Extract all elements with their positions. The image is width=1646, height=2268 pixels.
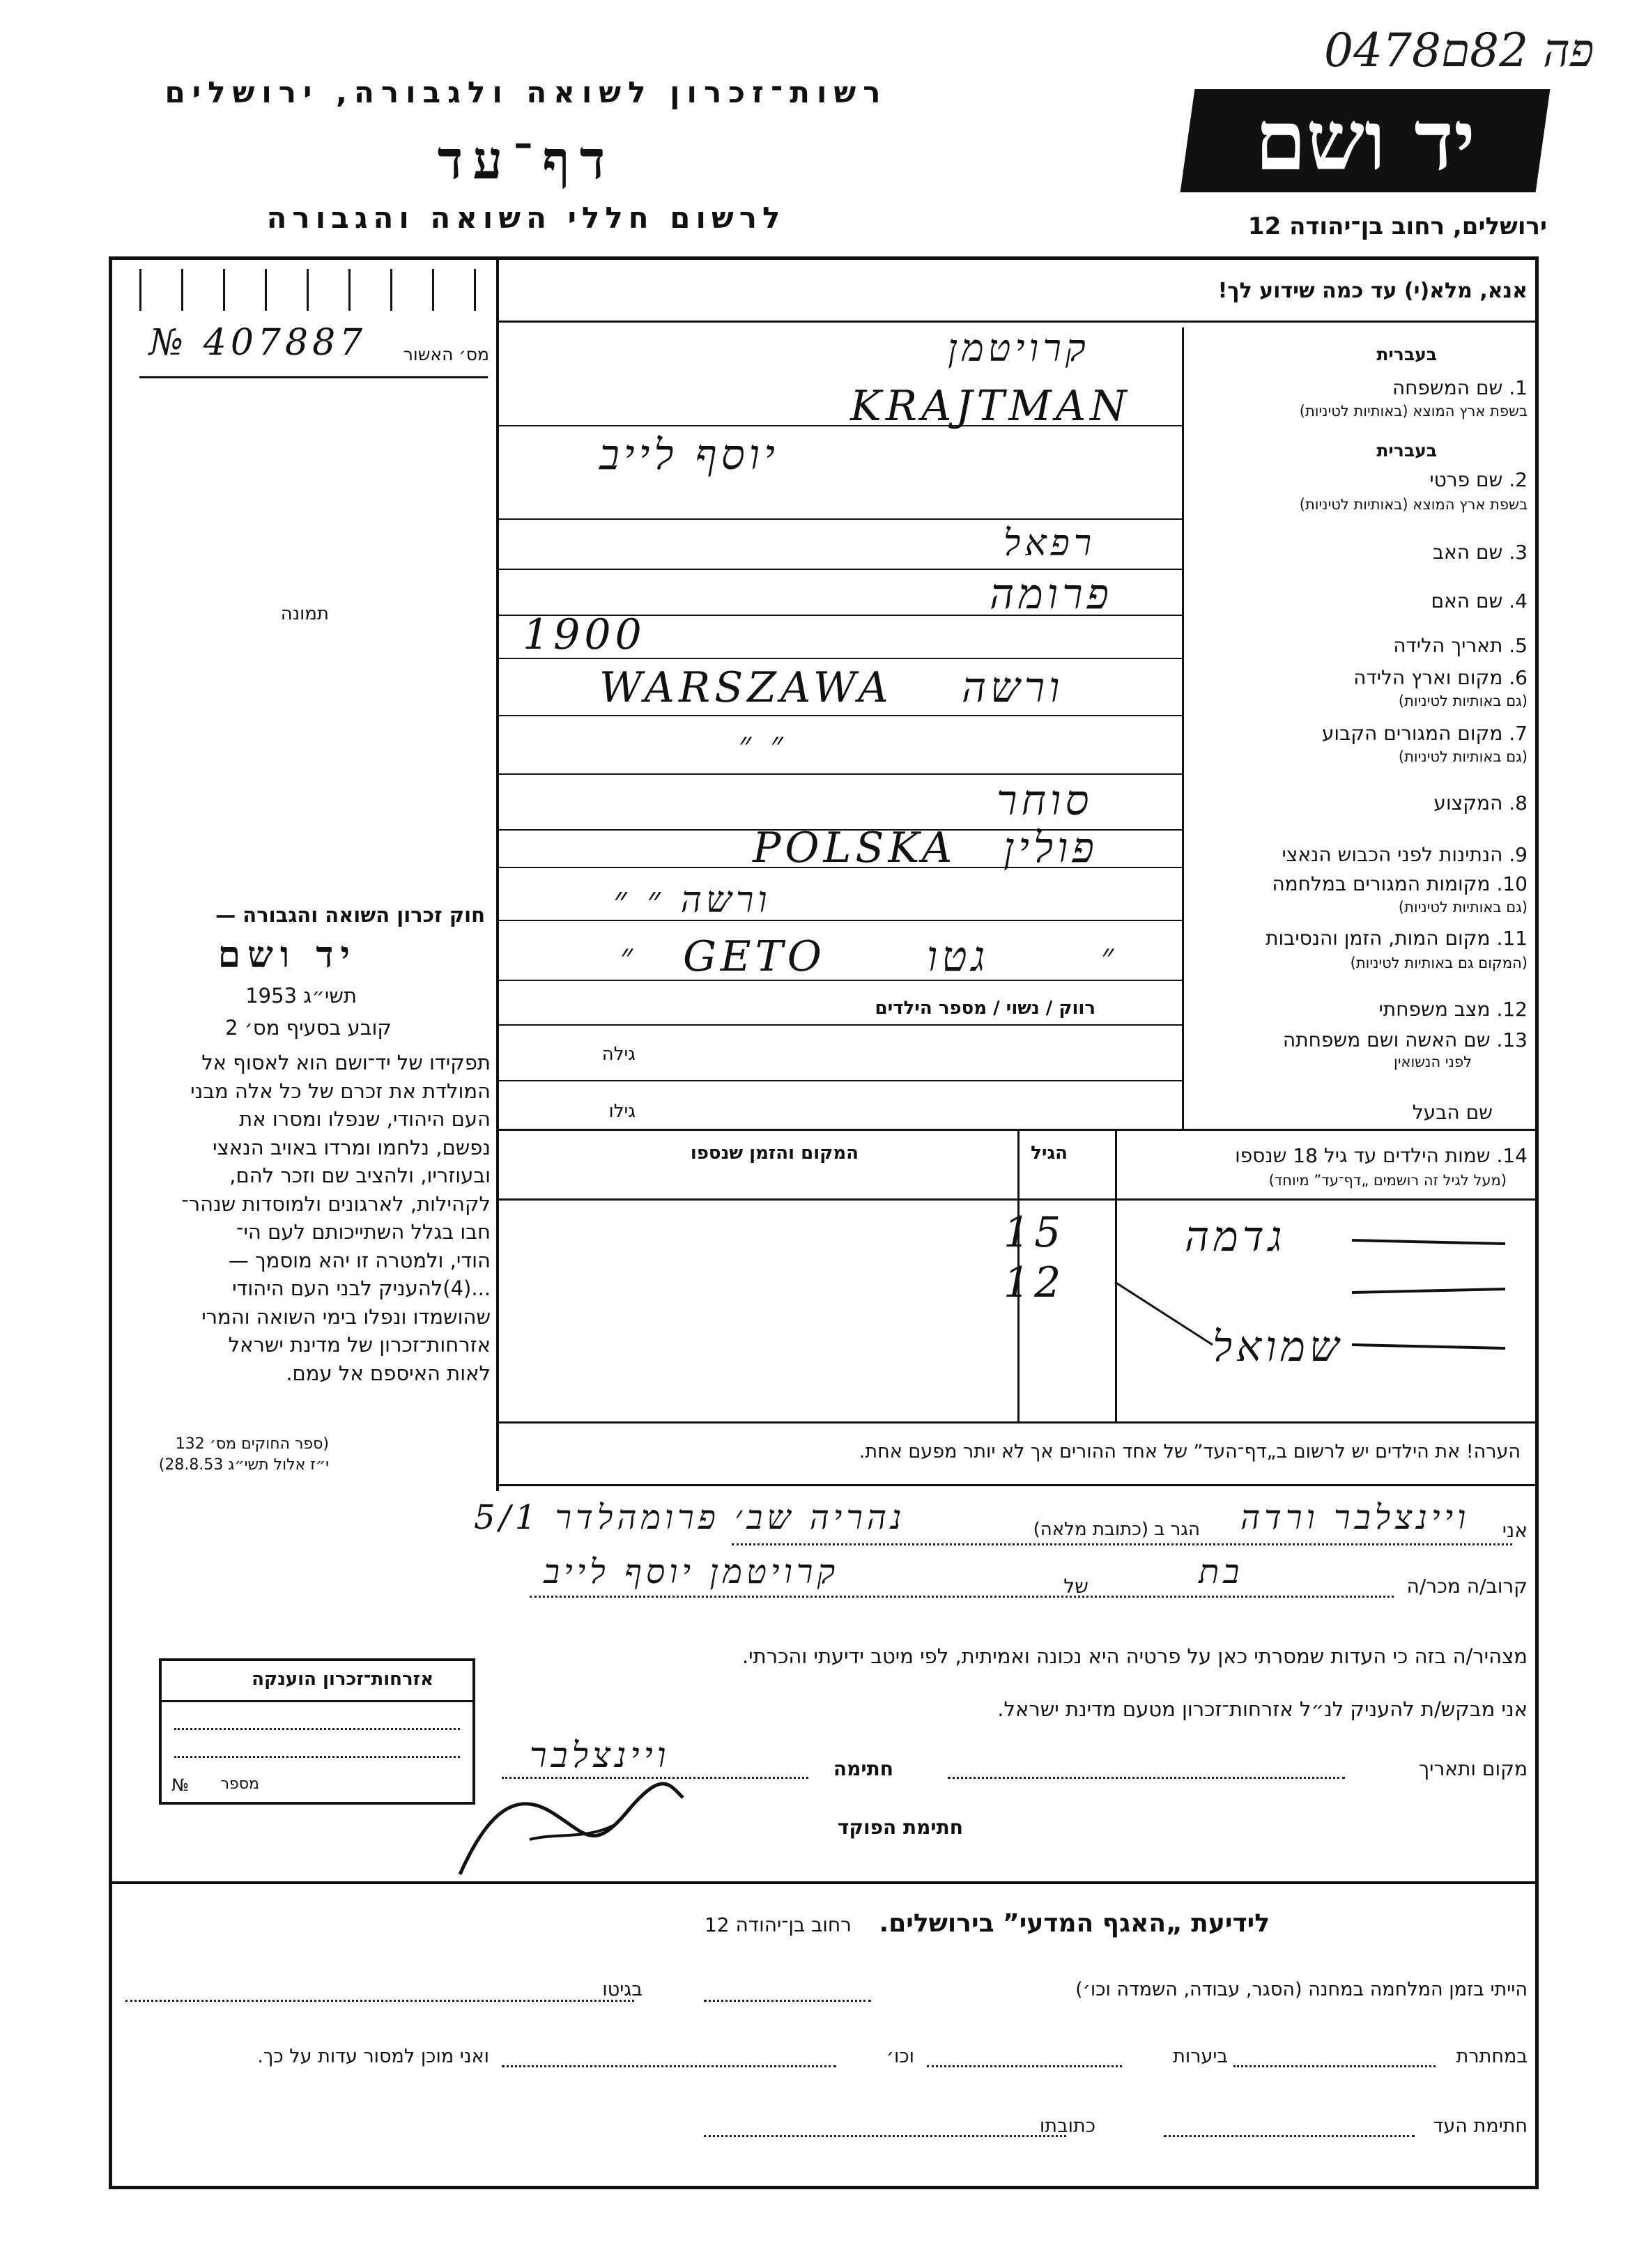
f9-value-hebrew: פולין [1003,824,1098,872]
strike-through-marks [1087,1212,1533,1373]
law-name: יד ושם [217,934,357,976]
approval-boxes [139,269,488,311]
law-reference-1: (ספר החוקים מס׳ 132 [175,1435,329,1453]
approval-label: מס׳ האשור [403,344,489,364]
f3-value: רפאל [1003,523,1096,564]
f14-label: 14. שמות הילדים עד גיל 18 שנספו [1235,1144,1528,1167]
f2-value: יוסף לייב [599,431,779,479]
f1-value-latin: KRAJTMAN [850,382,1131,431]
f1-value-hebrew: קרויטמן [948,326,1090,370]
signature-label: חתימה [833,1757,893,1780]
label-column-divider [1182,327,1184,1129]
f13-sub: לפני הנשואין [1393,1054,1472,1070]
left-panel-divider [496,258,499,1491]
footer-title: לידיעת „האגף המדעי” בירושלים. [879,1909,1270,1938]
officer-signature-label: חתימת הפוקד [837,1816,963,1839]
f9-label: 9. הנתינות לפני הכבוש הנאצי [1282,843,1528,866]
f9-value-latin: POLSKA [753,824,957,872]
header-address: ירושלים, רחוב בן־יהודה 12 [1247,213,1547,240]
f7-value: ״ ״ [739,725,787,764]
f7-sub: (גם באותיות לטיניות) [1398,748,1528,765]
husband-age-label: גילו [608,1101,636,1122]
f6-value-hebrew: ורשה [962,663,1064,712]
law-line: לקהילות, לארגונים ולמוסדות שנהר־ [181,1191,491,1216]
f11-ditto-1: ״ [620,936,638,975]
citizenship-box-title: אזרחות־זכרון הוענקה [252,1669,433,1690]
f3-label: 3. שם האב [1432,541,1528,564]
law-line: חבו בגלל השתייכותם לעם הי־ [236,1220,491,1244]
form-title: דף־עד [437,129,615,191]
note-text: הערה! את הילדים יש לרשום ב„דף־העד” של אחד ההורים אך לא יותר מפעם אחת. [859,1441,1521,1463]
law-line: המולדת את זכרם של כל אלה מבני [190,1079,491,1103]
law-line: נפשם, נלחמו ומרדו באויב הנאצי [213,1135,491,1159]
f5-value: 1900 [523,610,646,659]
f8-value: סוחר [997,776,1093,825]
law-line: תפקידו של יד־ושם הוא לאסוף אל [201,1051,491,1074]
child-age: 12 [1003,1258,1066,1307]
law-body [116,1049,491,1387]
citizenship-number-label: מספר [220,1775,259,1793]
footer-line2-underground: במחתרת [1456,2046,1528,2067]
footer-witness-signature: חתימת העד [1433,2115,1528,2137]
child-name: גדמה [1185,1212,1286,1261]
f14-sub: (מעל לגיל זה רושמים „דף־עד” מיוחד) [1268,1172,1507,1189]
f11-sub: (המקום גם באותיות לטיניות) [1350,955,1528,971]
approval-number: № 407887 [149,322,367,364]
law-line: ...(4)להעניק לבני העם היהודי [232,1276,491,1300]
f6-value-latin: WARSZAWA [599,663,893,712]
statement-text: מצהיר/ה בזה כי העדות שמסרתי כאן על פרטיה היא נכונה ואמיתית, לפי מיטב ידיעתי והכרתי. [741,1644,1528,1668]
f5-label: 5. תאריך הלידה [1393,634,1528,657]
column-age: הגיל [1031,1143,1068,1164]
f4-label: 4. שם האם [1431,589,1528,612]
f6-label: 6. מקום וארץ הלידה [1353,666,1528,689]
law-line: העם היהודי, שנפלו ומסרו את [239,1107,491,1131]
child-age: 15 [1003,1208,1066,1257]
declarant-address: נהריה שב׳ פרומהלדר 5/1 [474,1498,906,1537]
f10-label: 10. מקומות המגורים במלחמה [1272,872,1528,895]
f2-label: 2. שם פרטי [1429,468,1528,491]
law-line: הודי, ולמטרה זו יהא מוסמך — [228,1248,491,1272]
f10-value: ורשה ״ ״ [613,879,771,921]
footer-line1-ghetto: בגיטו [602,1979,643,2000]
law-year: תשי״ג 1953 [245,984,357,1008]
declaration-i-label: אני [1502,1519,1528,1542]
footer-witness-address: כתובתו [1039,2115,1095,2137]
form-subtitle: לרשום חללי השואה והגבורה [266,201,786,235]
handwritten-reference: פה 82ם0478 [1324,24,1594,77]
column-place-time: המקום והזמן שנספו [690,1143,859,1164]
f2-hebrew-word: בעברית [1376,440,1437,461]
photo-label: תמונה [280,603,329,624]
logo-text: יד ושם [1254,92,1476,189]
f12-value: רווק / נשוי / מספר הילדים [875,998,1095,1019]
relative-of-value: קרויטמן יוסף לייב [544,1552,840,1591]
f4-value: פרומה [990,570,1113,619]
f2-sub: בשפת ארץ המוצא (באותיות לטיניות) [1299,496,1528,513]
f13-age-label: גילה [601,1044,636,1065]
f11-label: 11. מקום המות, הזמן והנסיבות [1266,927,1528,950]
law-line: אזרחות־זכרון של מדינת ישראל [228,1333,491,1357]
husband-label: שם הבעל [1412,1101,1493,1124]
f8-label: 8. המקצוע [1433,792,1528,815]
footer-line2-forests: ביערות [1173,2046,1228,2067]
law-title: חוק זכרון השואה והגבורה — [215,903,485,927]
yad-vashem-logo [1180,89,1551,192]
f1-hebrew-word: בעברית [1376,344,1437,364]
of-label: של [1063,1575,1089,1598]
instruction-underline [499,321,1537,323]
authority-line: רשות־זכרון לשואה ולגבורה, ירושלים [164,75,888,109]
request-text: אני מבקש/ת להעניק לנ״ל אזרחות־זכרון מטעם מדינת ישראל. [997,1697,1528,1721]
instruction-text: אנא, מלא(י) עד כמה שידוע לך! [1217,279,1528,303]
f11-value-hebrew: גטו [927,932,990,981]
officer-signature-scribble [446,1770,697,1888]
footer-line1-camp: הייתי בזמן המלחמה במחנה (הסגר, עבודה, השמדה וכו׳) [1075,1979,1528,2000]
f6-sub: (גם באותיות לטיניות) [1398,693,1528,709]
footer-line2-ready: ואני מוכן למסור עדות על כך. [257,2046,489,2067]
child-name: שמואל [1213,1322,1344,1371]
f1-label: 1. שם המשפחה [1392,376,1528,399]
f11-value-latin: GETO [683,932,826,981]
signature-value: ויינצלבר [530,1735,670,1775]
f1-sub: בשפת ארץ המוצא (באותיות לטיניות) [1299,403,1528,419]
relation-value: בת [1199,1552,1244,1591]
resides-label: הגר ב (כתובת מלאה) [1033,1519,1200,1540]
law-line: ובעוזריו, ולהציב שם וזכר להם, [229,1164,491,1187]
footer-line2-etc: וכו׳ [886,2046,914,2067]
relative-label: קרוב/ה מכר/ה [1406,1575,1528,1598]
place-date-label: מקום ותאריך [1419,1757,1528,1780]
f11-ditto-2: ״ [1101,936,1118,975]
law-line: לאות האיספם אל עמם. [286,1361,491,1385]
f7-label: 7. מקום המגורים הקבוע [1321,722,1528,745]
law-reference-2: י״ז אלול תשי״ג 28.8.53) [158,1456,329,1474]
law-line: שהושמדו ונפלו בימי השואה והמרי [201,1304,491,1329]
footer-address: רחוב בן־יהודה 12 [704,1913,852,1936]
citizenship-no-sign: № [171,1775,189,1795]
f13-label: 13. שם האשה ושם משפחתה [1282,1028,1528,1051]
law-clause: קובע בסעיף מס׳ 2 [225,1016,392,1040]
f10-sub: (גם באותיות לטיניות) [1398,899,1528,916]
f12-label: 12. מצב משפחתי [1378,998,1528,1021]
declarant-name: ויינצלבר ורדה [1240,1498,1470,1537]
